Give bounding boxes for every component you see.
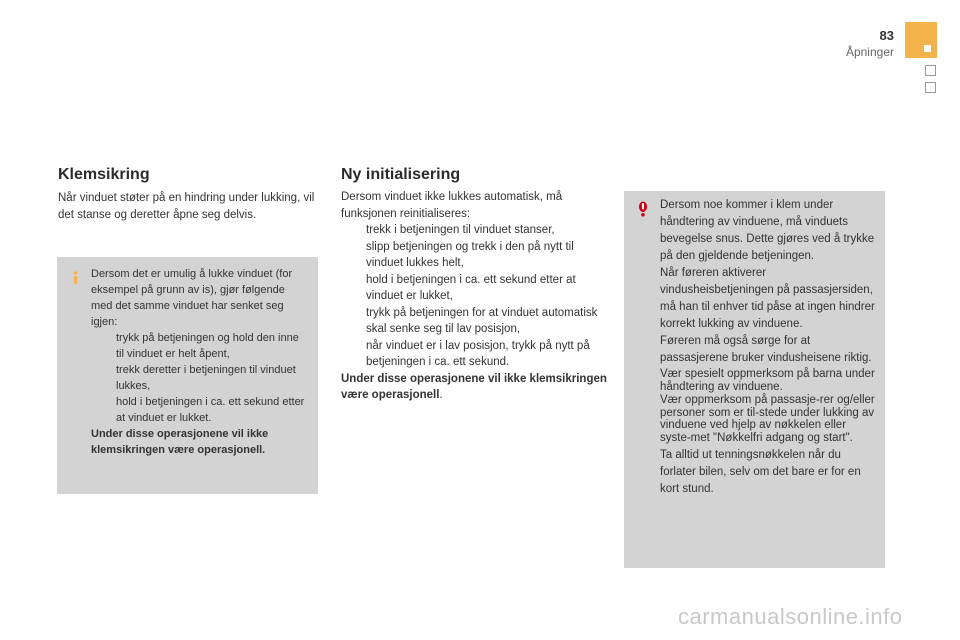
warning-p6: Ta alltid ut tenningsnøkkelen når du forlater bilen, selv om det bare er for en kort stund. bbox=[660, 449, 861, 495]
warning-p1: Dersom noe kommer i klem under håndtering av vinduene, må vinduets bevegelse snus. Dette gjøres ved å trykke på den gjeldende betjeningen. bbox=[660, 199, 875, 262]
tab-square-icon bbox=[924, 45, 931, 52]
section-tab[interactable] bbox=[905, 22, 937, 58]
info-note: Under disse operasjonene vil ikke klemsikringen være operasjonell. bbox=[91, 428, 269, 456]
page-number: 83 bbox=[879, 28, 894, 43]
nav-box-2[interactable] bbox=[925, 82, 936, 93]
watermark: carmanualsonline.info bbox=[678, 604, 903, 629]
list-item: når vinduet er i lav posisjon, trykk på nytt på betjeningen i ca. ett sekund. bbox=[366, 339, 590, 368]
warning-p4: Vær spesielt oppmerksom på barna under håndtering av vinduene. bbox=[660, 368, 875, 393]
warning-p3: Føreren må også sørge for at passasjerene bruker vindusheisene riktig. bbox=[660, 335, 872, 364]
warning-p2: Når føreren aktiverer vindusheisbetjeningen på passasjersiden, må han til enhver tid påse at ingen hindrer korrekt lukking av vinduene. bbox=[660, 267, 875, 330]
reinit-title: Ny initialisering bbox=[341, 166, 461, 183]
info-box bbox=[57, 257, 318, 494]
reinit-content bbox=[341, 189, 609, 404]
reinit-steps bbox=[341, 222, 609, 371]
warning-box bbox=[624, 191, 885, 568]
reinit-note: Under disse operasjonene vil ikke klemsikringen være operasjonell. bbox=[341, 372, 607, 401]
list-item: trekk i betjeningen til vinduet stanser, bbox=[366, 224, 555, 236]
info-icon bbox=[69, 271, 82, 284]
list-item: trykk på betjeningen og hold den inne til vinduet er helt åpent, bbox=[116, 332, 299, 360]
klemsikring-title: Klemsikring bbox=[58, 166, 150, 183]
klemsikring-intro: Når vinduet støter på en hindring under lukking, vil det stanse og deretter åpne seg delvis. bbox=[58, 192, 315, 221]
list-item: trekk deretter i betjeningen til vinduet lukkes, bbox=[116, 364, 296, 392]
warning-icon bbox=[635, 201, 651, 217]
list-item: slipp betjeningen og trekk i den på nytt til vinduet lukkes helt, bbox=[366, 240, 574, 269]
section-name: Åpninger bbox=[845, 45, 894, 59]
reinit-intro: Dersom vinduet ikke lukkes automatisk, må funksjonen reinitialiseres: bbox=[341, 191, 563, 220]
list-item: trykk på betjeningen for at vinduet automatisk skal senke seg til lav posisjon, bbox=[366, 306, 598, 335]
info-text: Dersom det er umulig å lukke vinduet (for eksempel på grunn av is), gjør følgende med det samme vinduet har senket seg igjen: bbox=[91, 268, 293, 328]
list-item: hold i betjeningen i ca. ett sekund etter at vinduet er lukket, bbox=[366, 273, 576, 302]
nav-box-1[interactable] bbox=[925, 65, 936, 76]
info-steps bbox=[91, 330, 308, 426]
list-item: hold i betjeningen i ca. ett sekund etter at vinduet er lukket. bbox=[116, 396, 305, 424]
warning-p5: Vær oppmerksom på passasje-rer og/eller personer som er til-stede under lukking av vinduene ved hjelp av nøkkelen eller syste-met "Nøkkelfri adgang og start". bbox=[660, 394, 875, 444]
